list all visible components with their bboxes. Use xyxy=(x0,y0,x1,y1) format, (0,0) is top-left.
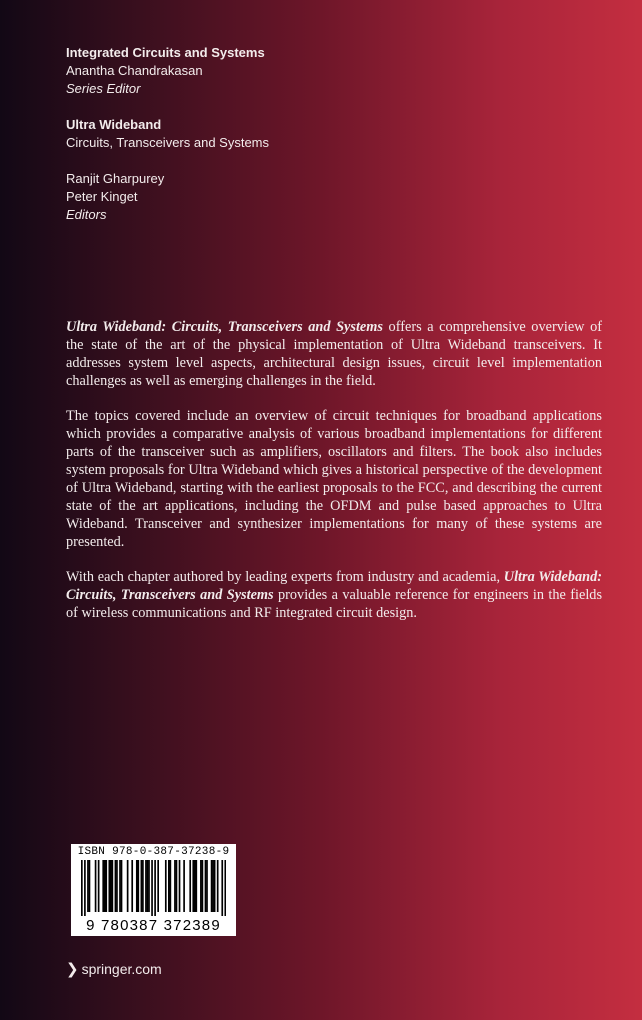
barcode-bar xyxy=(151,860,153,916)
chevron-right-icon: ❯ xyxy=(66,961,79,978)
barcode-bar xyxy=(194,860,196,912)
paragraph-text: provides a valuable reference for engineers in the fields of wireless communications and RF integrated circuit design. xyxy=(66,587,603,621)
barcode-bar xyxy=(221,860,223,916)
description-paragraph-1 xyxy=(66,318,602,390)
barcode-bar xyxy=(115,860,117,912)
barcode-bar xyxy=(89,860,91,912)
barcode-bar xyxy=(136,860,138,912)
barcode-bar xyxy=(189,860,191,912)
book-title-inline: Ultra Wideband: Circuits, Transceivers and Systems xyxy=(66,319,383,335)
barcode-bar xyxy=(104,860,106,912)
barcode-bar xyxy=(179,860,181,912)
barcode-bar xyxy=(148,860,150,912)
barcode-bar xyxy=(214,860,216,912)
barcode-bar xyxy=(131,860,133,912)
publisher-url: springer.com xyxy=(81,961,162,977)
editor-name: Peter Kinget xyxy=(66,189,138,204)
barcode-bar xyxy=(212,860,214,912)
barcode-bar xyxy=(183,860,185,912)
barcode-bar xyxy=(87,860,89,912)
barcode-bar xyxy=(116,860,118,912)
barcode-bar xyxy=(127,860,129,912)
barcode-bar xyxy=(211,860,213,912)
barcode-bar xyxy=(145,860,147,912)
editor-name: Ranjit Gharpurey xyxy=(66,171,165,186)
description-paragraph-3 xyxy=(66,568,602,622)
barcode-bar xyxy=(84,860,86,916)
barcode-bar xyxy=(142,860,144,912)
barcode-bar xyxy=(168,860,170,912)
barcode-bar xyxy=(202,860,204,912)
barcode-bar xyxy=(206,860,208,912)
series-editor-name: Anantha Chandrakasan xyxy=(66,63,203,78)
barcode-bar xyxy=(165,860,167,912)
barcode-bar xyxy=(98,860,100,912)
barcode-bar xyxy=(102,860,104,912)
barcode-bar xyxy=(176,860,178,912)
book-description xyxy=(66,318,602,639)
barcode-bar xyxy=(81,860,83,916)
barcode-bar xyxy=(200,860,202,912)
series-editor-role: Series Editor xyxy=(66,81,141,96)
barcode-bar xyxy=(224,860,226,916)
barcode-bar xyxy=(119,860,121,912)
barcode-bar xyxy=(217,860,219,912)
barcode-bar xyxy=(110,860,112,912)
barcode-bar xyxy=(174,860,176,912)
barcode-bars xyxy=(81,860,226,916)
paragraph-text: offers a comprehensive overview of the state of the art of the physical implementation of Ultra Wideband transceivers. It addresses system level aspects, architectural design issues, circuit level implementation challenges as well as emerging challenges in the field. xyxy=(66,319,602,389)
barcode-bar xyxy=(141,860,143,912)
barcode-bar xyxy=(147,860,149,912)
series-header xyxy=(66,44,466,224)
publisher-link[interactable] xyxy=(66,960,162,978)
barcode-bar xyxy=(157,860,159,912)
barcode-digits: 9 780387 372389 xyxy=(86,917,221,934)
barcode-bar xyxy=(105,860,107,912)
series-title: Integrated Circuits and Systems xyxy=(66,45,265,60)
barcode-bar xyxy=(170,860,172,912)
barcode-bar xyxy=(112,860,114,912)
barcode-bar xyxy=(95,860,97,912)
barcode-bar xyxy=(137,860,139,912)
barcode-bar xyxy=(108,860,110,912)
book-title-inline: Ultra Wideband: Circuits, Transceivers and Systems xyxy=(66,569,603,603)
barcode-bar xyxy=(205,860,207,912)
barcode-bar xyxy=(195,860,197,912)
barcode-bar xyxy=(192,860,194,912)
barcode-bar xyxy=(154,860,156,916)
book-subtitle: Circuits, Transceivers and Systems xyxy=(66,135,270,150)
isbn-label: ISBN 978-0-387-37238-9 xyxy=(77,846,230,858)
editors-role: Editors xyxy=(66,207,107,222)
barcode-bar xyxy=(121,860,123,912)
book-title: Ultra Wideband xyxy=(66,117,162,132)
isbn-barcode xyxy=(71,844,236,936)
paragraph-text: With each chapter authored by leading experts from industry and academia, xyxy=(66,569,504,585)
description-paragraph-2: The topics covered include an overview of circuit techniques for broadband applications which provides a comparative analysis of various broadband implementations for different parts of the transceiver such as amplifiers, oscillators and filters. The book also includes system proposals for Ultra Wideband which gives a historical perspective of the development of Ultra Wideband, starting with the earliest proposals to the FCC, and describing the current state of the art applications, including the OFDM and pulse based approaches to Ultra Wideband. Transceiver and synthesizer implementations for many of these systems are presented. xyxy=(66,408,602,550)
